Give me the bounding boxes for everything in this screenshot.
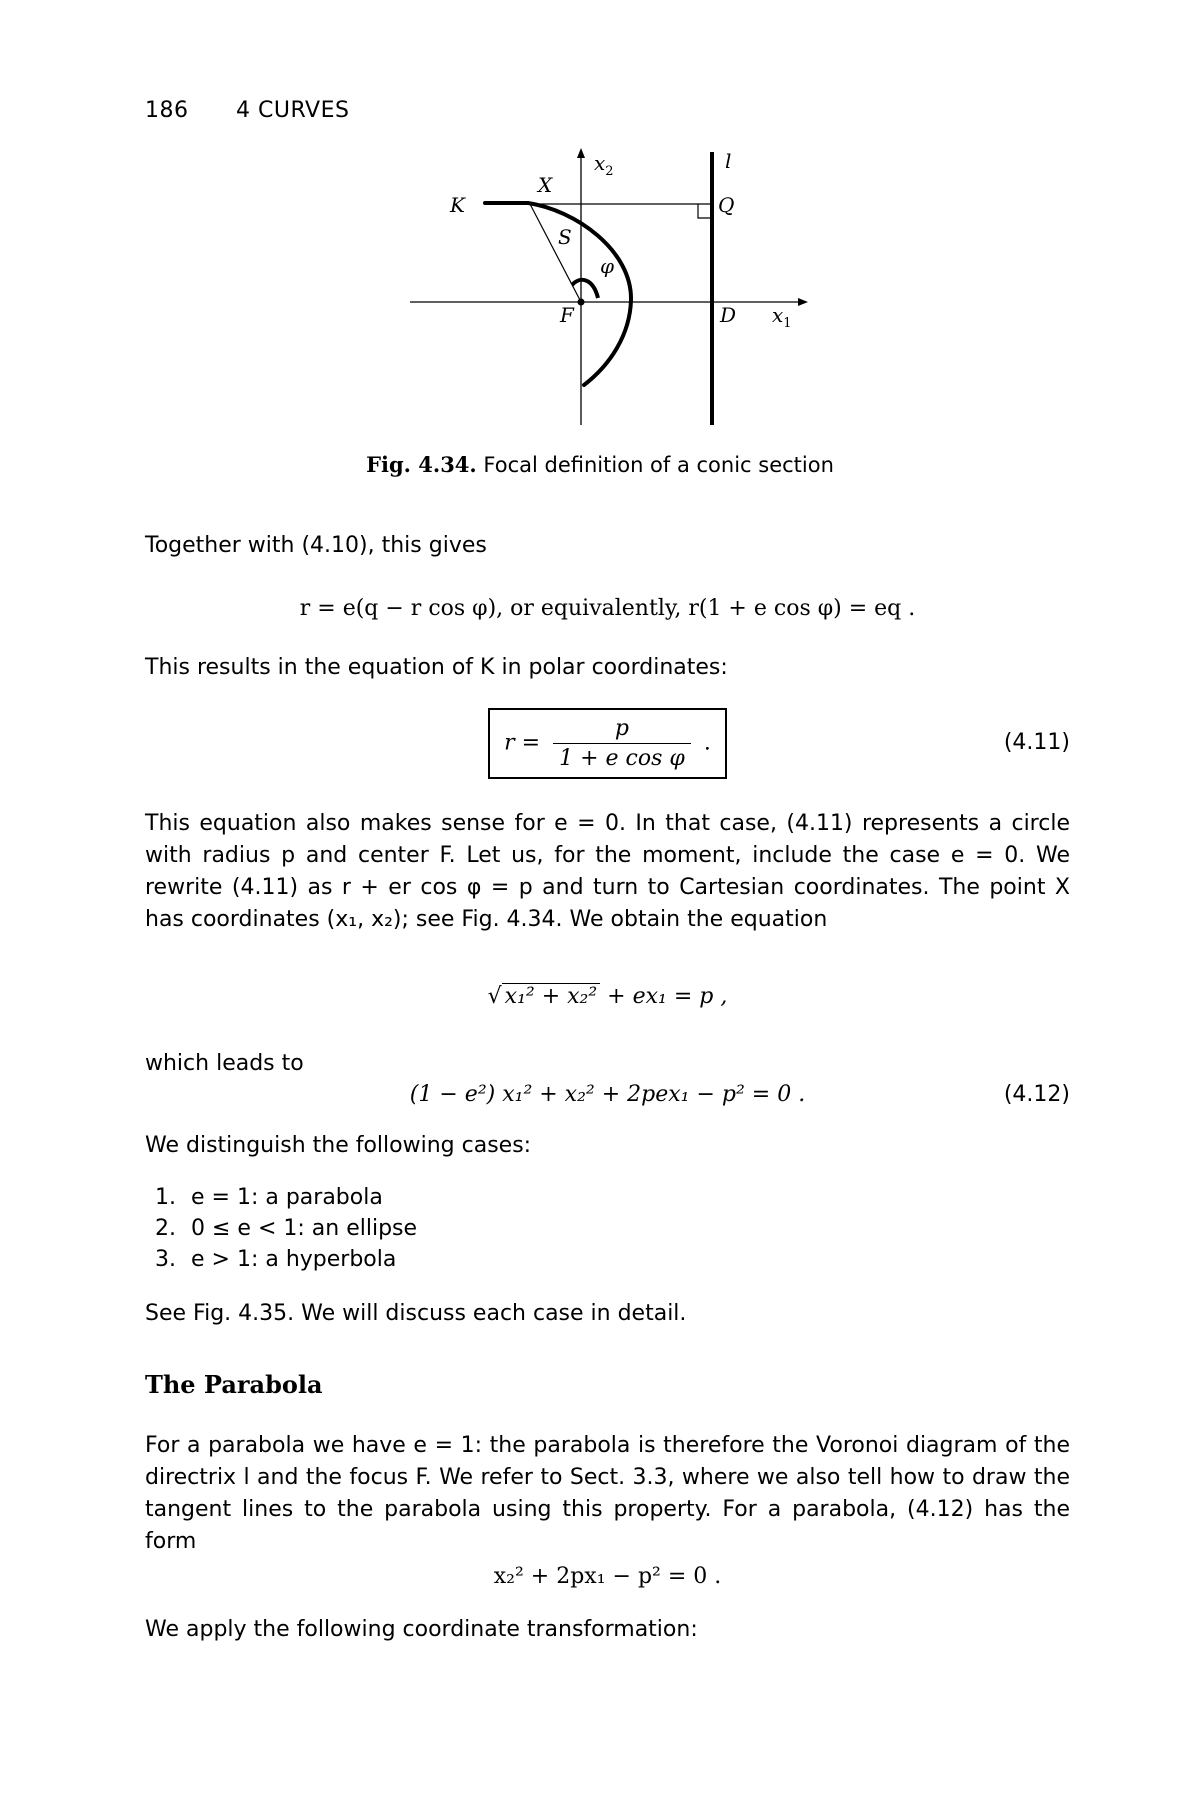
running-head: [145, 98, 349, 123]
equation-4-12: (1 − e²) x₁² + x₂² + 2pex₁ − p² = 0 . (4.12): [409, 1082, 1070, 1107]
conic-section-figure: [400, 140, 820, 440]
caption-label: Fig. 4.34.: [366, 452, 477, 477]
figure-caption: [0, 452, 1200, 477]
equation-3: √ x₁² + x₂² + ex₁ = p ,: [487, 984, 728, 1009]
equation-5: x₂² + 2px₁ − p² = 0 .: [493, 1564, 722, 1589]
equation-number-4-12: (4.12): [1003, 1082, 1070, 1107]
paragraph-6: See Fig. 4.35. We will discuss each case in detail.: [145, 1301, 687, 1326]
angle-phi-arc: [572, 280, 598, 298]
focus-point: [578, 299, 585, 306]
paragraph-4: which leads to: [145, 1051, 304, 1076]
equation-number-4-11: (4.11): [1003, 730, 1070, 755]
label-phi: φ: [600, 254, 615, 278]
label-D: D: [720, 303, 737, 327]
caption-text: Focal definition of a conic section: [483, 453, 834, 477]
section-title: The Parabola: [145, 1370, 323, 1399]
sqrt-argument: x₁² + x₂²: [502, 983, 601, 1009]
equation-4-11: [145, 708, 1070, 779]
cases-list: [155, 1182, 417, 1275]
x2-axis-arrow: [577, 148, 585, 158]
label-x1: $x_1$: [772, 303, 792, 331]
label-K: K: [450, 193, 465, 217]
paragraph-2: This results in the equation of K in polar coordinates:: [145, 655, 728, 680]
label-l: l: [725, 149, 732, 173]
label-S: S: [558, 225, 572, 249]
label-F: F: [560, 303, 574, 327]
list-item: 2. 0 ≤ e < 1: an ellipse: [155, 1216, 418, 1241]
label-X: X: [538, 173, 553, 197]
equation-1: r = e(q − r cos φ), or equivalently, r(1 + e cos φ) = eq .: [299, 596, 916, 621]
fraction-numerator: p: [553, 716, 691, 744]
paragraph-1: Together with (4.10), this gives: [145, 533, 487, 558]
chapter-title: 4 CURVES: [236, 98, 350, 123]
page-number: 186: [145, 98, 189, 123]
paragraph-3: This equation also makes sense for e = 0. In that case, (4.11) represents a circle with radius p and center F. Let us, for the moment, include the case e = 0. We rewrite (4.11) as r + er cos φ = p and turn to Cartesian coordinates. The point X has coordinates (x₁, x₂); see Fig. 4.34. We obtain the equation: [145, 811, 1070, 932]
list-item: 1. e = 1: a parabola: [155, 1185, 383, 1210]
paragraph-5: We distinguish the following cases:: [145, 1133, 532, 1158]
label-x2: $x_2$: [594, 151, 614, 179]
paragraph-8: We apply the following coordinate transformation:: [145, 1617, 698, 1642]
list-item: 3. e > 1: a hyperbola: [155, 1247, 397, 1272]
label-Q: Q: [718, 193, 735, 217]
right-angle-marker: [698, 204, 712, 218]
fraction-denominator: 1 + e cos φ: [559, 746, 685, 771]
paragraph-7: For a parabola we have e = 1: the parabola is therefore the Voronoi diagram of the directrix l and the focus F. We refer to Sect. 3.3, where we also tell how to draw the tangent lines to the parabola using this property. For a parabola, (4.12) has the form: [145, 1433, 1070, 1554]
x1-axis-arrow: [798, 298, 808, 306]
boxed-equation: r = $\frac{p}{\text{1 + e cos φ}}$ .: [488, 708, 727, 779]
